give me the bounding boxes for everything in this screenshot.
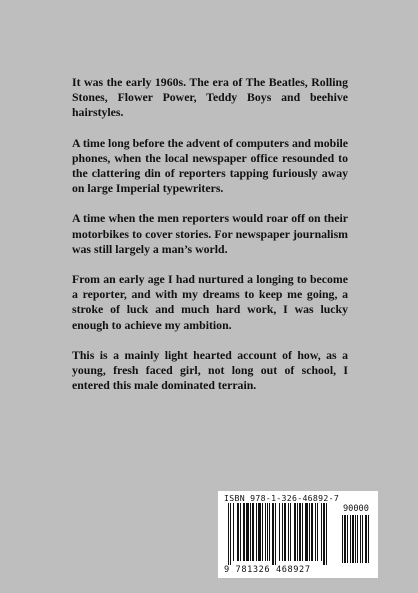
price-code: 90000 <box>343 504 369 514</box>
blurb-text <box>72 75 348 408</box>
ean-digits: 9 781326 468927 <box>224 565 311 575</box>
addon-barcode-bars <box>342 515 372 565</box>
blurb-paragraph-3: A time when the men reporters would roar off on their motorbikes to cover stories. For newspaper journalism was still largely a man’s world. <box>72 211 348 256</box>
isbn-label: ISBN 978-1-326-46892-7 <box>224 493 340 503</box>
blurb-paragraph-2: A time long before the advent of computers and mobile phones, when the local newspaper office resounded to the clattering din of reporters tapping furiously away on large Imperial typewriters. <box>72 135 349 196</box>
blurb-paragraph-4: From an early age I had nurtured a longing to become a reporter, and with my dreams to keep me going, a stroke of luck and much hard work, I was lucky enough to achieve my ambition. <box>72 272 348 332</box>
isbn-barcode <box>218 491 378 578</box>
blurb-paragraph-1: It was the early 1960s. The era of The Beatles, Rolling Stones, Flower Power, Teddy Boys and beehive hairstyles. <box>72 75 348 120</box>
ean-barcode-bars <box>228 503 338 565</box>
blurb-paragraph-5: This is a mainly light hearted account of how, as a young, fresh faced girl, not long out of school, I entered this male dominated terrain. <box>72 347 348 393</box>
